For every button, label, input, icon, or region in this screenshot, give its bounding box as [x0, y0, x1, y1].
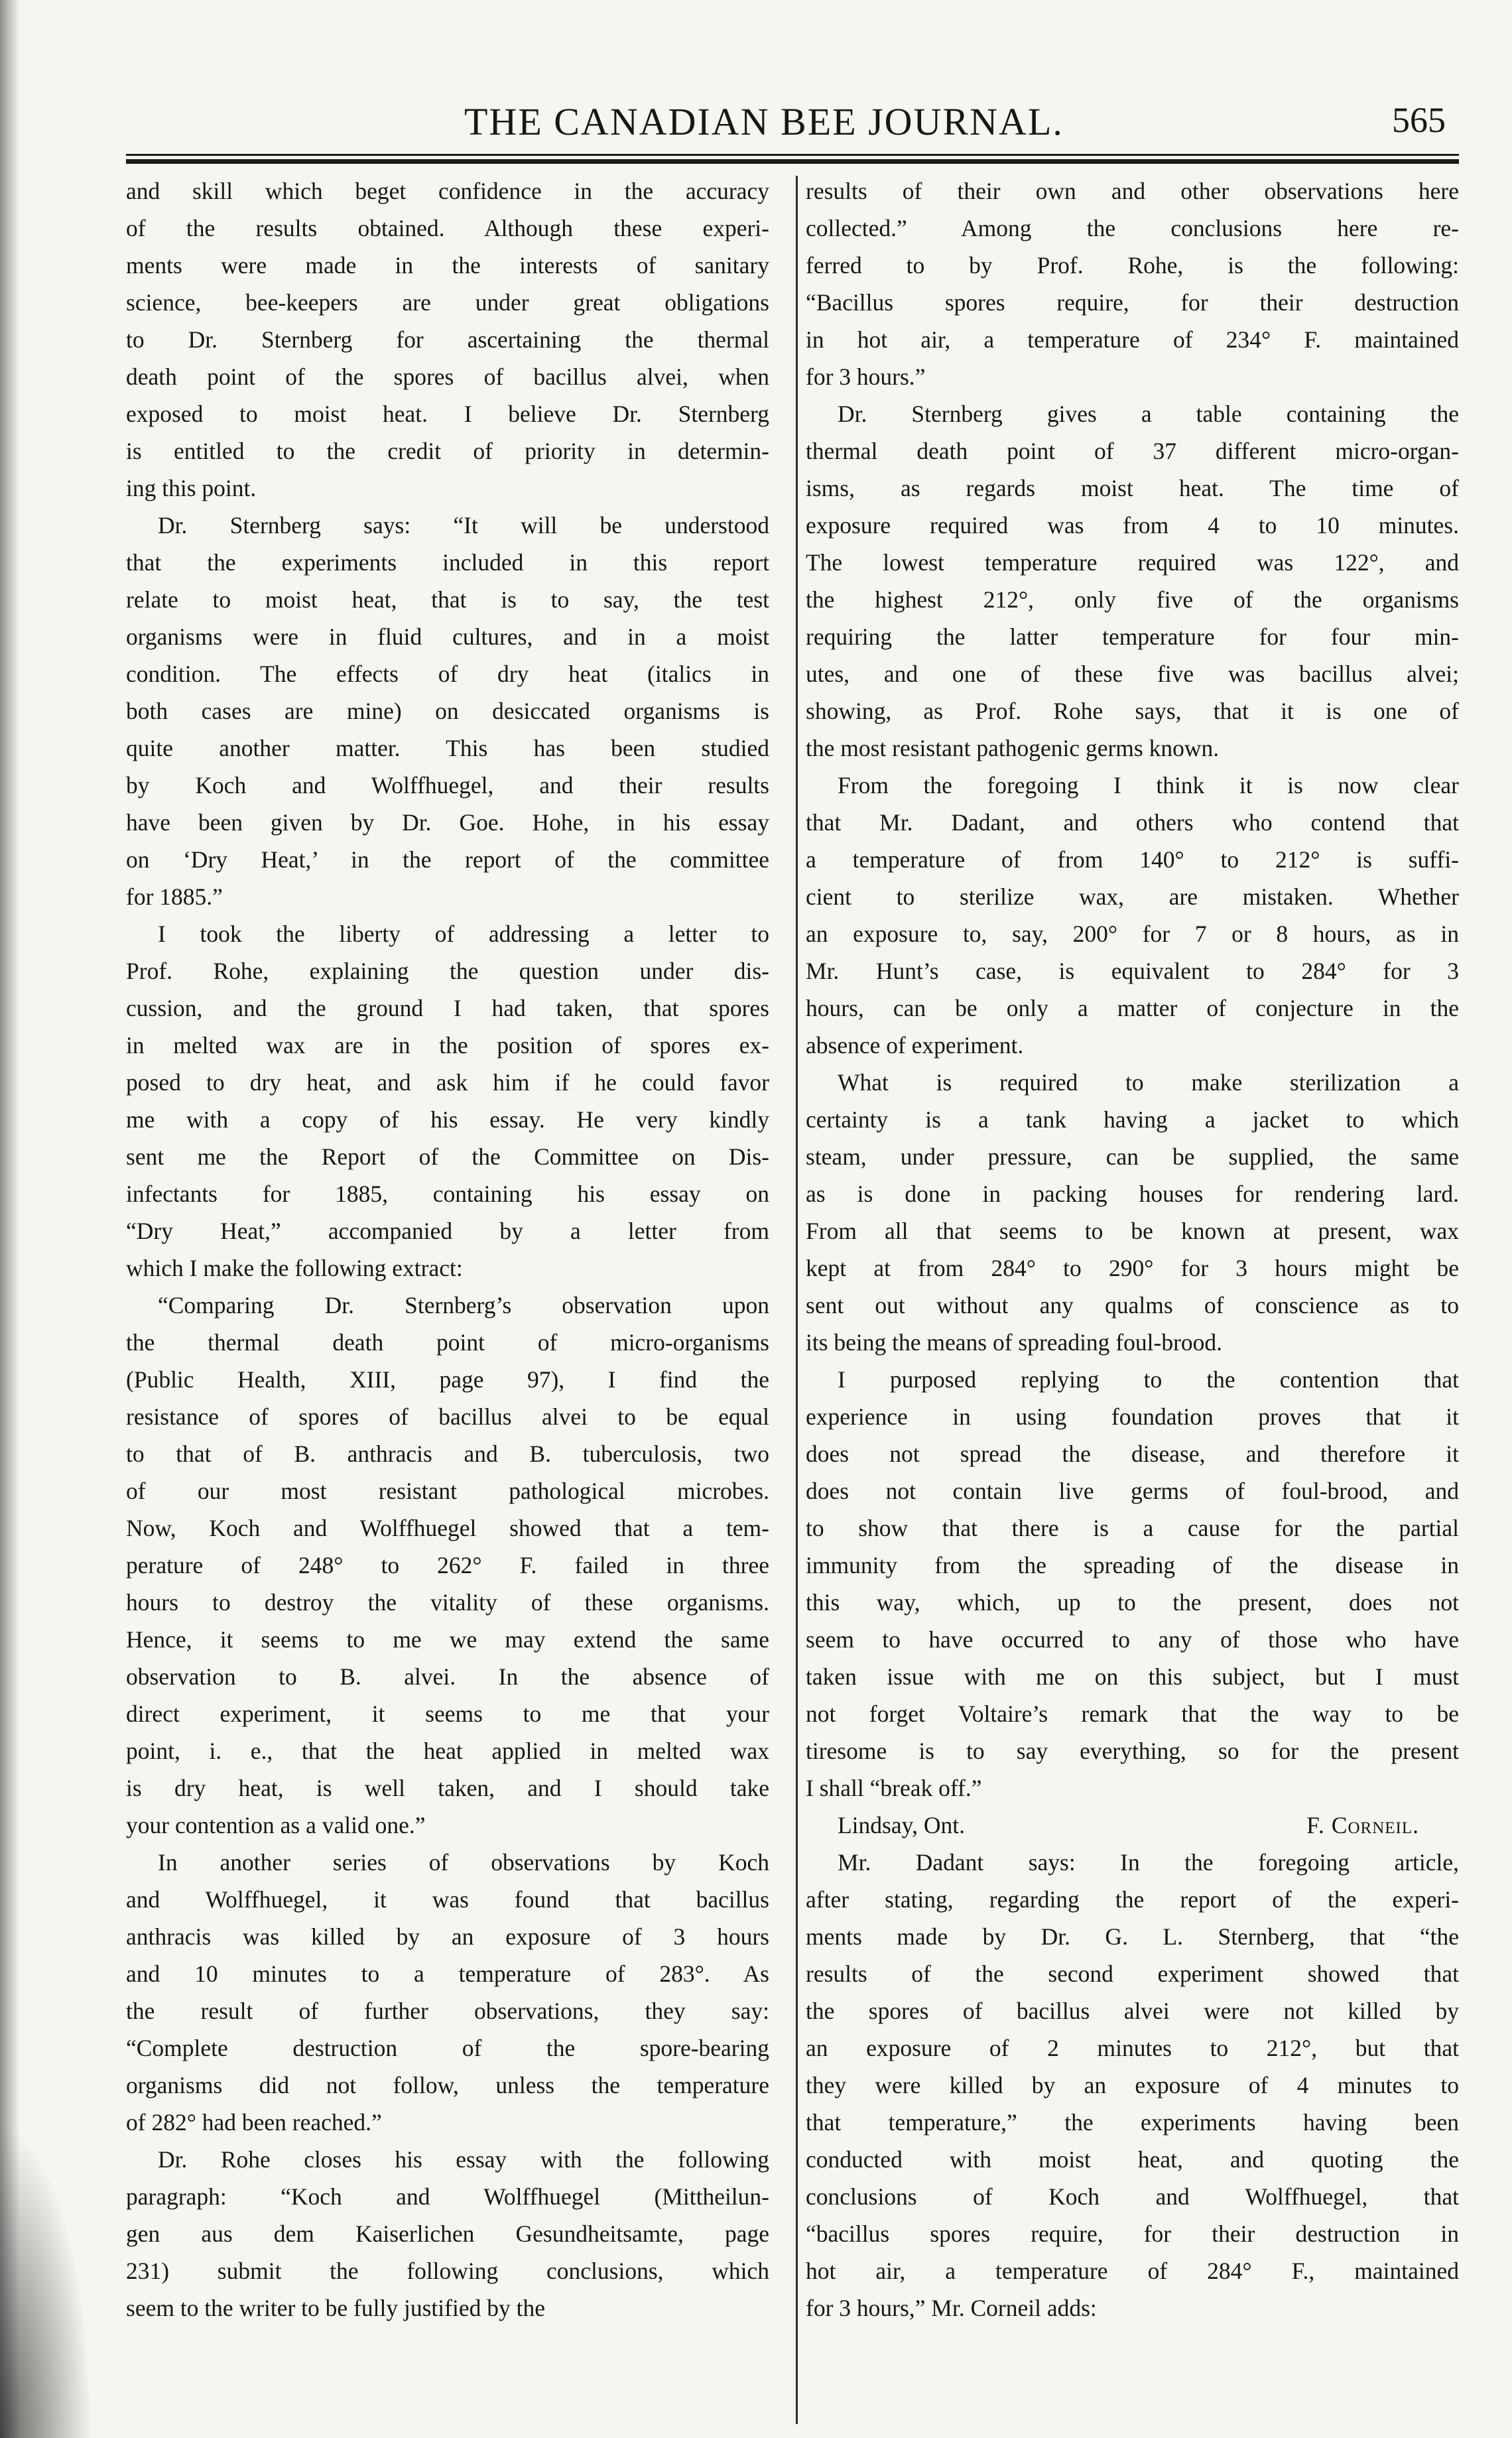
text-line: science, bee-keepers are under great obligations	[126, 289, 769, 316]
text-line: a temperature of from 140° to 212° is suffi-	[806, 846, 1459, 873]
text-line: by Koch and Wolffhuegel, and their results	[126, 772, 769, 799]
text-line: does not contain live germs of foul-brood, and	[806, 1478, 1459, 1504]
text-line: for 3 hours,” Mr. Corneil adds:	[806, 2295, 1097, 2321]
text-line: ferred to by Prof. Rohe, is the following:	[806, 252, 1459, 279]
text-line: absence of experiment.	[806, 1032, 1024, 1059]
text-line: resistance of spores of bacillus alvei to be equal	[126, 1403, 769, 1430]
text-line: your contention as a valid one.”	[126, 1812, 426, 1838]
text-line: seem to the writer to be fully justified by the	[126, 2295, 545, 2321]
text-line: (Public Health, XIII, page 97), I find the	[126, 1366, 769, 1393]
text-line: I took the liberty of addressing a letter to	[158, 921, 769, 947]
text-line: have been given by Dr. Goe. Hohe, in his essay	[126, 809, 769, 836]
text-line: thermal death point of 37 different micro-organ-	[806, 438, 1459, 464]
text-line: Hence, it seems to me we may extend the same	[126, 1626, 769, 1653]
text-line: immunity from the spreading of the disease in	[806, 1552, 1459, 1578]
text-line: hot air, a temperature of 284° F., maintained	[806, 2258, 1459, 2284]
text-line: which I make the following extract:	[126, 1255, 463, 1281]
text-line: in hot air, a temperature of 234° F. maintained	[806, 326, 1459, 353]
text-line: showing, as Prof. Rohe says, that it is one of	[806, 698, 1459, 724]
text-line: for 3 hours.”	[806, 363, 926, 390]
text-line: hours to destroy the vitality of these organisms.	[126, 1589, 769, 1616]
text-line: kept at from 284° to 290° for 3 hours might be	[806, 1255, 1459, 1281]
right-column-body	[806, 172, 1459, 1807]
text-line: Mr. Dadant says: In the foregoing article,	[838, 1849, 1459, 1876]
text-line: that the experiments included in this report	[126, 549, 769, 576]
text-line: “Dry Heat,” accompanied by a letter from	[126, 1218, 769, 1244]
text-line: to show that there is a cause for the partial	[806, 1515, 1459, 1541]
text-line: tiresome is to say everything, so for the present	[806, 1738, 1459, 1764]
text-line: utes, and one of these five was bacillus alvei;	[806, 661, 1459, 687]
text-line: ments made by Dr. G. L. Sternberg, that “the	[806, 1923, 1459, 1950]
left-column	[126, 172, 769, 2327]
text-line: the spores of bacillus alvei were not killed by	[806, 1998, 1459, 2024]
text-line: isms, as regards moist heat. The time of	[806, 475, 1459, 501]
text-line: sent me the Report of the Committee on Dis-	[126, 1143, 769, 1170]
text-line: perature of 248° to 262° F. failed in three	[126, 1552, 769, 1578]
text-line: results of the second experiment showed that	[806, 1960, 1459, 1987]
column-divider	[796, 176, 798, 2424]
text-line: that Mr. Dadant, and others who contend that	[806, 809, 1459, 836]
journal-title: THE CANADIAN BEE JOURNAL.	[464, 100, 1064, 143]
text-line: infectants for 1885, containing his essay on	[126, 1181, 769, 1207]
text-line: hours, can be only a matter of conjecture in the	[806, 995, 1459, 1021]
header-rule-thick	[126, 159, 1459, 164]
text-line: organisms did not follow, unless the temperature	[126, 2072, 769, 2098]
text-line: conclusions of Koch and Wolffhuegel, that	[806, 2183, 1459, 2210]
text-line: certainty is a tank having a jacket to which	[806, 1106, 1459, 1133]
text-line: for 1885.”	[126, 883, 223, 910]
text-line: In another series of observations by Koch	[158, 1849, 769, 1876]
text-line: The lowest temperature required was 122°, and	[806, 549, 1459, 576]
text-line: exposed to moist heat. I believe Dr. Sternberg	[126, 401, 769, 427]
text-line: relate to moist heat, that is to say, the test	[126, 586, 769, 613]
text-line: seem to have occurred to any of those who have	[806, 1626, 1459, 1653]
text-line: Now, Koch and Wolffhuegel showed that a tem-	[126, 1515, 769, 1541]
text-line: to that of B. anthracis and B. tuberculosis, two	[126, 1441, 769, 1467]
text-line: is dry heat, is well taken, and I should take	[126, 1775, 769, 1801]
text-line: Dr. Sternberg gives a table containing the	[838, 401, 1459, 427]
signature-line	[806, 1807, 1459, 1844]
text-line: observation to B. alvei. In the absence of	[126, 1663, 769, 1690]
text-line: of 282° had been reached.”	[126, 2109, 382, 2136]
text-line: on ‘Dry Heat,’ in the report of the committee	[126, 846, 769, 873]
text-line: organisms were in fluid cultures, and in a moist	[126, 623, 769, 650]
text-line: to Dr. Sternberg for ascertaining the thermal	[126, 326, 769, 353]
text-line: that temperature,” the experiments having been	[806, 2109, 1459, 2136]
text-line: death point of the spores of bacillus alvei, when	[126, 363, 769, 390]
text-line: after stating, regarding the report of the experi-	[806, 1886, 1459, 1913]
text-line: requiring the latter temperature for four min-	[806, 623, 1459, 650]
text-line: the most resistant pathogenic germs known.	[806, 735, 1220, 761]
text-line: results of their own and other observations here	[806, 178, 1459, 204]
text-line: paragraph: “Koch and Wolffhuegel (Mittheilun-	[126, 2183, 769, 2210]
text-line: its being the means of spreading foul-brood.	[806, 1329, 1223, 1356]
text-line: and 10 minutes to a temperature of 283°. As	[126, 1960, 769, 1987]
text-line: they were killed by an exposure of 4 minutes to	[806, 2072, 1459, 2098]
text-line: me with a copy of his essay. He very kindly	[126, 1106, 769, 1133]
text-line: of the results obtained. Although these experi-	[126, 215, 769, 241]
text-line: gen aus dem Kaiserlichen Gesundheitsamte, page	[126, 2220, 769, 2247]
text-line: From the foregoing I think it is now clear	[838, 772, 1459, 799]
text-line: I purposed replying to the contention that	[838, 1366, 1459, 1393]
text-line: taken issue with me on this subject, but I must	[806, 1663, 1459, 1690]
text-line: not forget Voltaire’s remark that the way to be	[806, 1700, 1459, 1727]
signature-place: Lindsay, Ont.	[838, 1812, 965, 1838]
text-line: conducted with moist heat, and quoting the	[806, 2146, 1459, 2173]
text-line: an exposure to, say, 200° for 7 or 8 hours, as in	[806, 921, 1459, 947]
text-line: Dr. Sternberg says: “It will be understood	[158, 512, 769, 539]
signature-author: F. Corneil.	[1306, 1812, 1419, 1838]
text-line: cient to sterilize wax, are mistaken. Whether	[806, 883, 1459, 910]
text-line: posed to dry heat, and ask him if he could favor	[126, 1069, 769, 1096]
text-line: What is required to make sterilization a	[838, 1069, 1459, 1096]
text-line: Dr. Rohe closes his essay with the following	[158, 2146, 769, 2173]
right-column-continuation	[806, 1844, 1459, 2327]
text-line: anthracis was killed by an exposure of 3 hours	[126, 1923, 769, 1950]
text-line: both cases are mine) on desiccated organisms is	[126, 698, 769, 724]
text-line: in melted wax are in the position of spores ex-	[126, 1032, 769, 1059]
text-line: and Wolffhuegel, it was found that bacillus	[126, 1886, 769, 1913]
text-line: the thermal death point of micro-organisms	[126, 1329, 769, 1356]
binding-shadow-corner	[0, 2122, 93, 2438]
text-line: is entitled to the credit of priority in determin-	[126, 438, 769, 464]
running-header	[126, 99, 1446, 153]
page-number: 565	[1392, 100, 1446, 140]
right-column	[806, 172, 1459, 2327]
text-line: Mr. Hunt’s case, is equivalent to 284° for 3	[806, 958, 1459, 984]
text-line: of our most resistant pathological microbes.	[126, 1478, 769, 1504]
text-line: this way, which, up to the present, does not	[806, 1589, 1459, 1616]
text-line: quite another matter. This has been studied	[126, 735, 769, 761]
text-line: exposure required was from 4 to 10 minutes.	[806, 512, 1459, 539]
text-line: collected.” Among the conclusions here re-	[806, 215, 1459, 241]
text-line: cussion, and the ground I had taken, that spores	[126, 995, 769, 1021]
text-line: From all that seems to be known at present, wax	[806, 1218, 1459, 1244]
text-line: direct experiment, it seems to me that your	[126, 1700, 769, 1727]
text-line: ments were made in the interests of sanitary	[126, 252, 769, 279]
text-line: condition. The effects of dry heat (italics in	[126, 661, 769, 687]
text-line: “bacillus spores require, for their destruction in	[806, 2220, 1459, 2247]
text-line: the highest 212°, only five of the organisms	[806, 586, 1459, 613]
text-line: experience in using foundation proves that it	[806, 1403, 1459, 1430]
text-line: does not spread the disease, and therefore it	[806, 1441, 1459, 1467]
text-line: sent out without any qualms of conscience as to	[806, 1292, 1459, 1318]
text-line: point, i. e., that the heat applied in melted wax	[126, 1738, 769, 1764]
text-line: “Comparing Dr. Sternberg’s observation upon	[158, 1292, 769, 1318]
text-line: I shall “break off.”	[806, 1775, 982, 1801]
text-line: an exposure of 2 minutes to 212°, but that	[806, 2035, 1459, 2061]
text-line: as is done in packing houses for rendering lard.	[806, 1181, 1459, 1207]
text-line: “Bacillus spores require, for their destruction	[806, 289, 1459, 316]
text-line: and skill which beget confidence in the accuracy	[126, 178, 769, 204]
text-line: “Complete destruction of the spore-bearing	[126, 2035, 769, 2061]
binding-shadow	[0, 0, 20, 2438]
text-line: 231) submit the following conclusions, which	[126, 2258, 769, 2284]
text-line: ing this point.	[126, 475, 257, 501]
header-rule-thin	[126, 154, 1459, 156]
text-line: Prof. Rohe, explaining the question under dis-	[126, 958, 769, 984]
text-line: the result of further observations, they say:	[126, 1998, 769, 2024]
text-line: steam, under pressure, can be supplied, the same	[806, 1143, 1459, 1170]
